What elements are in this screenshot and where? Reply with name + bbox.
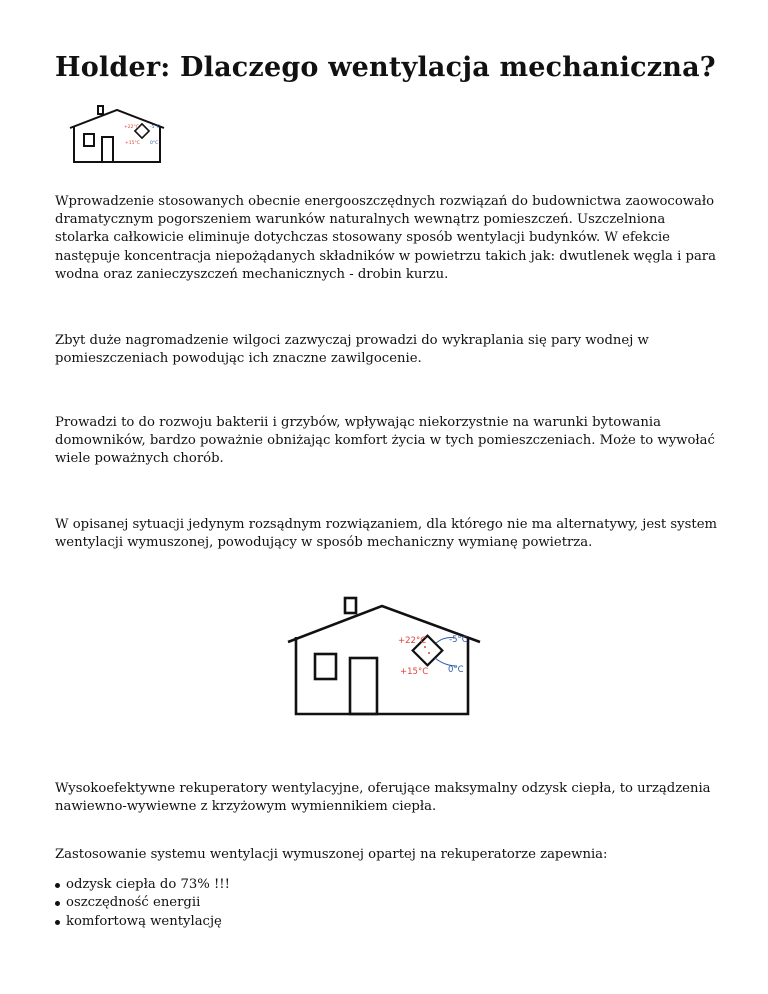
paragraph-benefits-intro: Zastosowanie systemu wentylacji wymuszonej opartej na rekuperatorze zapewnia: (55, 847, 608, 862)
large-temp-fresh: +15°C (400, 667, 429, 677)
house-recuperator-small-image (68, 104, 168, 166)
paragraph-intro: Wprowadzenie stosowanych obecnie energooszczędnych rozwiązań do budownictwa zaowocowało dramatycznym pogorszeniem warunków naturalnych wewnątrz pomieszczeń. Uszczelniona stolarka całkowicie eliminuje dotychczas stosowany sposób wentylacji budynków. W efekcie następuje koncentracja niepożądanych składników w powietrzu takich jak: dwutlenek węgla i para wodna oraz zanieczyszczeń mechanicznych - drobin kurzu. (55, 194, 716, 282)
benefits-list (55, 876, 230, 931)
large-temp-warm: +22°C (398, 636, 427, 646)
page-title: Holder: Dlaczego wentylacja mechaniczna? (55, 52, 716, 83)
large-temp-intake: 0°C (448, 665, 464, 675)
paragraph-solution: W opisanej sytuacji jedynym rozsądnym rozwiązaniem, dla którego nie ma alternatywy, jest system wentylacji wymuszonej, powodujący w sposób mechaniczny wymianę powietrza. (55, 517, 718, 551)
small-temp-exhaust: -5°C (150, 125, 160, 130)
small-temp-fresh: +15°C (125, 141, 140, 146)
list-item: oszczędność energii (55, 894, 230, 912)
large-temp-exhaust: -5°C (449, 635, 468, 645)
list-item: komfortową wentylację (55, 913, 230, 931)
small-temp-intake: 0°C (150, 141, 159, 146)
house-recuperator-large-image (285, 596, 483, 718)
paragraph-recuperators: Wysokoefektywne rekuperatory wentylacyjne, oferujące maksymalny odzysk ciepła, to urządzenia nawiewno-wywiewne z krzyżowym wymiennikiem ciepła. (55, 781, 711, 815)
paragraph-bacteria: Prowadzi to do rozwoju bakterii i grzybów, wpływając niekorzystnie na warunki bytowania domowników, bardzo poważnie obniżając komfort życia w tych pomieszczeniach. Może to wywołać wiele poważnych chorób. (55, 415, 715, 467)
small-temp-warm: +22°C (124, 125, 139, 130)
paragraph-moisture: Zbyt duże nagromadzenie wilgoci zazwyczaj prowadzi do wykraplania się pary wodnej w pomieszczeniach powodując ich znaczne zawilgocenie. (55, 333, 649, 367)
list-item: odzysk ciepła do 73% !!! (55, 876, 230, 894)
